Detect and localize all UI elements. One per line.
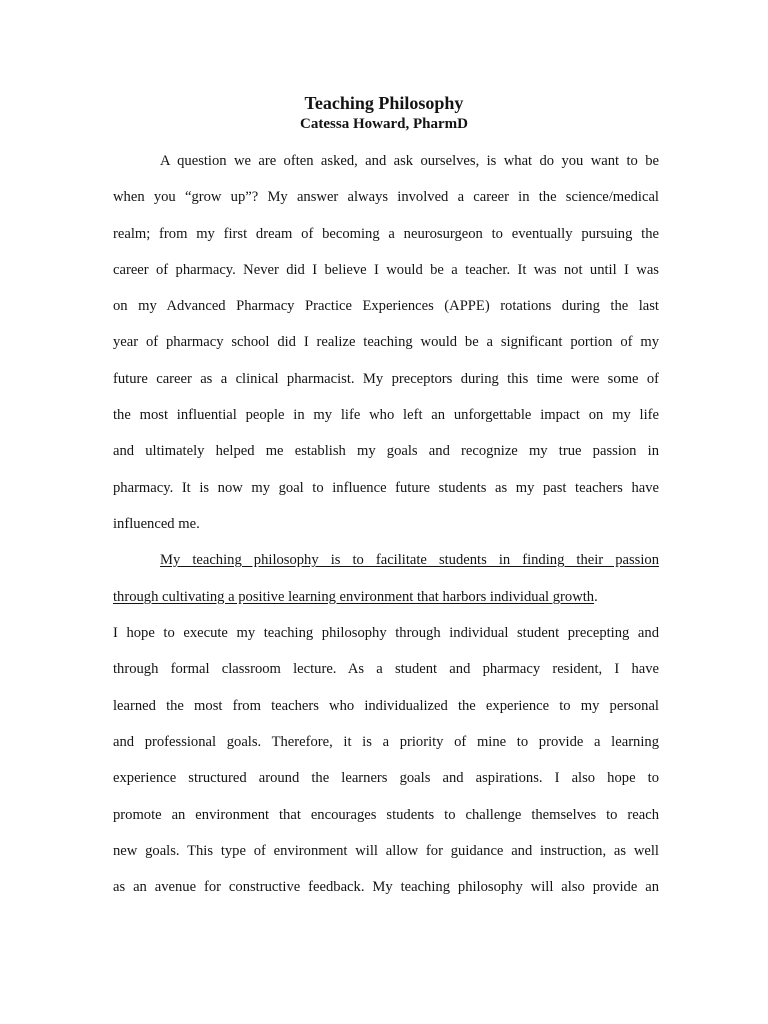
document-author: Catessa Howard, PharmD	[300, 116, 468, 132]
paragraph-1-line-3: realm; from my first dream of becoming a neurosurgeon to eventually pursuing the	[113, 226, 659, 242]
paragraph-2-line-6: and professional goals. Therefore, it is a priority of mine to provide a learning	[113, 734, 659, 750]
paragraph-1-line-1: A question we are often asked, and ask ourselves, is what do you want to be	[160, 153, 659, 169]
paragraph-1-line-5: on my Advanced Pharmacy Practice Experiences (APPE) rotations during the last	[113, 298, 659, 314]
paragraph-2-line-5: learned the most from teachers who individualized the experience to my personal	[113, 698, 659, 714]
paragraph-2-line-3: I hope to execute my teaching philosophy through individual student precepting and	[113, 625, 659, 641]
paragraph-2-line-4: through formal classroom lecture. As a student and pharmacy resident, I have	[113, 661, 659, 677]
paragraph-1-line-8: the most influential people in my life who left an unforgettable impact on my life	[113, 407, 659, 423]
paragraph-1-line-2: when you “grow up”? My answer always involved a career in the science/medical	[113, 189, 659, 205]
thesis-line-1: My teaching philosophy is to facilitate students in finding their passion	[160, 552, 659, 568]
thesis-line-2-text: through cultivating a positive learning environment that harbors individual growth	[113, 589, 595, 605]
document-title: Teaching Philosophy	[304, 93, 464, 113]
paragraph-1-line-4: career of pharmacy. Never did I believe I would be a teacher. It was not until I was	[113, 262, 659, 278]
paragraph-2-line-8: promote an environment that encourages students to challenge themselves to reach	[113, 807, 659, 823]
paragraph-2-line-9: new goals. This type of environment will allow for guidance and instruction, as well	[113, 843, 659, 859]
paragraph-1-line-11: influenced me.	[113, 516, 200, 532]
paragraph-1-line-10: pharmacy. It is now my goal to influence future students as my past teachers have	[113, 480, 659, 496]
thesis-period: .	[594, 589, 598, 605]
paragraph-1-line-9: and ultimately helped me establish my goals and recognize my true passion in	[113, 443, 659, 459]
paragraph-2-line-10: as an avenue for constructive feedback. My teaching philosophy will also provide an	[113, 879, 659, 895]
thesis-line-2	[113, 587, 659, 607]
paragraph-2-line-7: experience structured around the learners goals and aspirations. I also hope to	[113, 770, 659, 786]
paragraph-1-line-7: future career as a clinical pharmacist. My preceptors during this time were some of	[113, 371, 659, 387]
paragraph-1-line-6: year of pharmacy school did I realize teaching would be a significant portion of my	[113, 334, 659, 350]
